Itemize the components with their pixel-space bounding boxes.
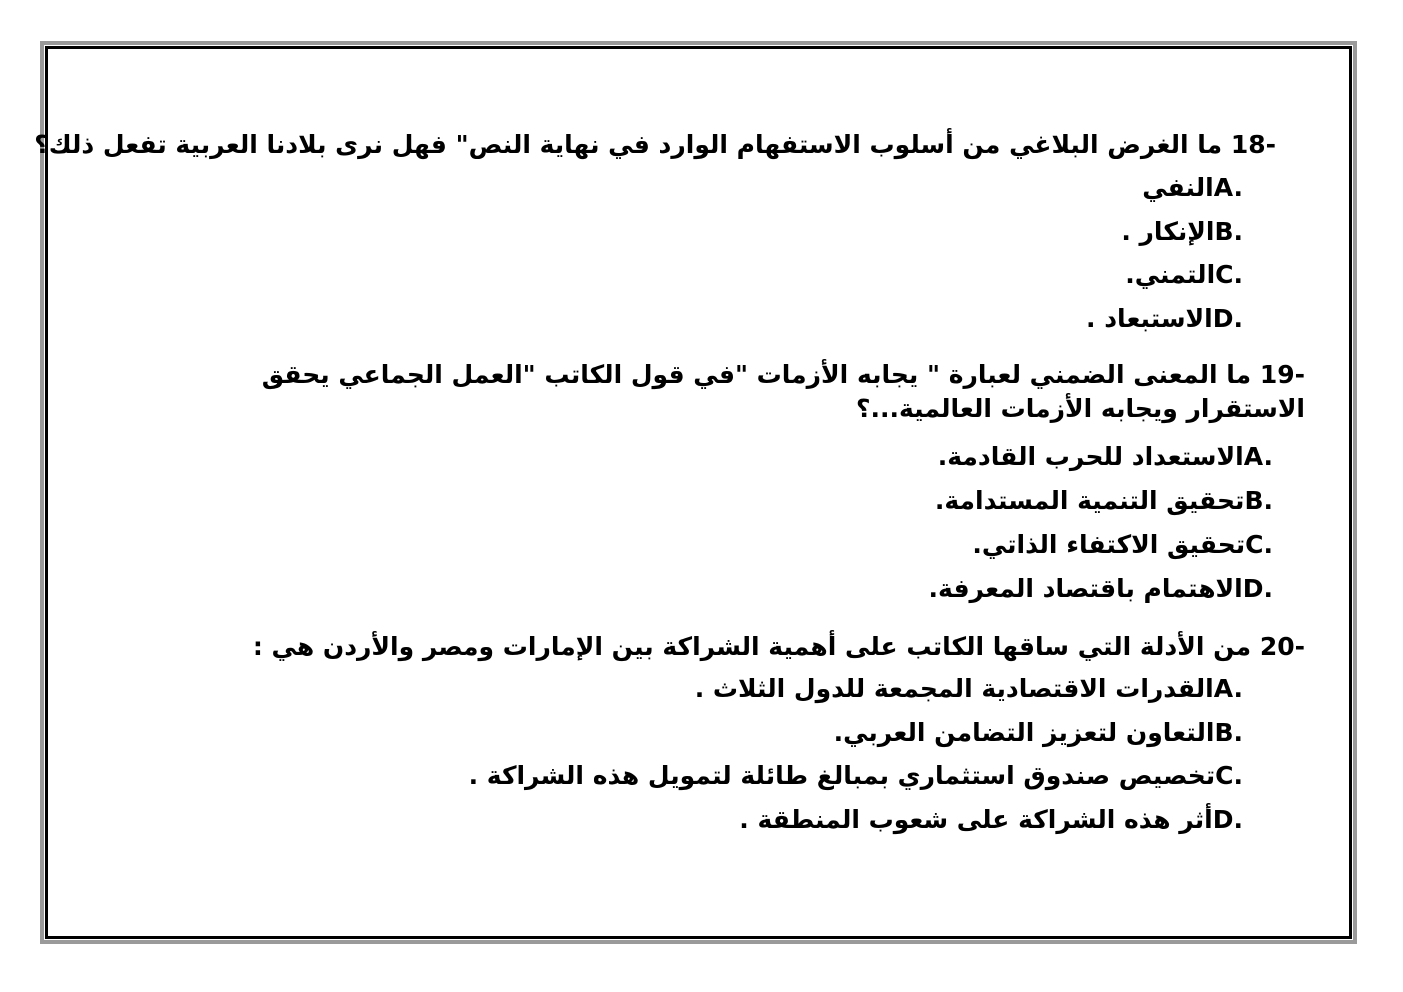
- option-letter: B.: [1244, 486, 1273, 515]
- option-19-d[interactable]: [929, 572, 1273, 606]
- question-number: 19-: [1259, 360, 1305, 389]
- option-text: التمني.: [1125, 260, 1216, 289]
- option-text: الاستبعاد .: [1086, 304, 1213, 333]
- option-text: الاستعداد للحرب القادمة.: [937, 442, 1244, 471]
- option-18-b[interactable]: [1121, 215, 1243, 249]
- option-text: أثر هذه الشراكة على شعوب المنطقة .: [739, 805, 1213, 834]
- option-text: النفي: [1142, 173, 1214, 202]
- option-letter: D.: [1212, 805, 1243, 834]
- option-19-b[interactable]: [935, 484, 1273, 518]
- option-19-a[interactable]: [938, 440, 1273, 474]
- option-letter: A.: [1213, 173, 1243, 202]
- option-letter: B.: [1214, 217, 1243, 246]
- option-letter: C.: [1215, 260, 1243, 289]
- option-letter: D.: [1212, 304, 1243, 333]
- option-letter: A.: [1243, 442, 1273, 471]
- option-19-c[interactable]: [972, 528, 1273, 562]
- option-letter: C.: [1245, 530, 1273, 559]
- question-text: من الأدلة التي ساقها الكاتب على أهمية الشراكة بين الإمارات ومصر والأردن هي :: [252, 632, 1252, 661]
- option-18-a[interactable]: [1142, 171, 1243, 205]
- option-text: القدرات الاقتصادية المجمعة للدول الثلاث .: [694, 674, 1214, 703]
- option-letter: D.: [1242, 574, 1273, 603]
- question-number: 18-: [1230, 130, 1276, 159]
- option-20-b[interactable]: [834, 716, 1243, 750]
- option-20-c[interactable]: [469, 759, 1243, 793]
- option-text: تحقيق الاكتفاء الذاتي.: [972, 530, 1246, 559]
- option-18-c[interactable]: [1125, 258, 1243, 292]
- option-text: الإنكار .: [1121, 217, 1215, 246]
- option-text: التعاون لتعزيز التضامن العربي.: [833, 718, 1215, 747]
- question-18: [34, 128, 1276, 162]
- option-text: تخصيص صندوق استثماري بمبالغ طائلة لتمويل هذه الشراكة .: [468, 761, 1216, 790]
- question-20: [253, 630, 1305, 664]
- option-20-d[interactable]: [739, 803, 1243, 837]
- option-text: الاهتمام باقتصاد المعرفة.: [928, 574, 1243, 603]
- question-19: [175, 358, 1305, 426]
- option-text: تحقيق التنمية المستدامة.: [934, 486, 1245, 515]
- question-text: ما الغرض البلاغي من أسلوب الاستفهام الوارد في نهاية النص" فهل نرى بلادنا العربية تفعل ذلك؟: [34, 130, 1223, 159]
- option-20-a[interactable]: [695, 672, 1243, 706]
- question-number: 20-: [1259, 632, 1305, 661]
- option-18-d[interactable]: [1086, 302, 1243, 336]
- option-letter: C.: [1215, 761, 1243, 790]
- question-text: ما المعنى الضمني لعبارة " يجابه الأزمات "في قول الكاتب "العمل الجماعي يحقق الاستقرار ويجابه الأزمات العالمية...؟: [261, 360, 1305, 423]
- option-letter: B.: [1214, 718, 1243, 747]
- option-letter: A.: [1213, 674, 1243, 703]
